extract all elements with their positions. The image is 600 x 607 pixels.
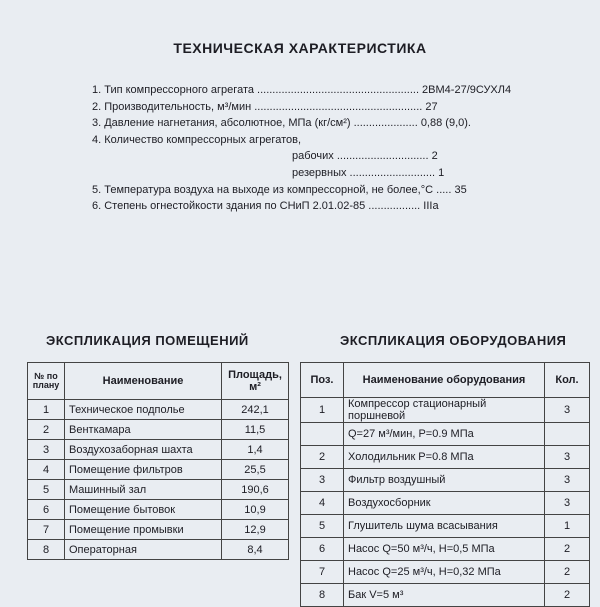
table-cell-pos: 4 — [301, 492, 344, 515]
spec-item: 5. Температура воздуха на выходе из компрессорной, не более,°С ..... 35 — [92, 183, 467, 196]
column-header-area: Площадь, м² — [222, 363, 289, 400]
column-header-num: № по плану — [28, 363, 65, 400]
table-row — [301, 446, 590, 469]
table-row — [301, 584, 590, 607]
table-row — [301, 538, 590, 561]
table-row — [301, 561, 590, 584]
table-cell-name: Помещение бытовок — [65, 500, 222, 520]
rooms-table-body — [28, 400, 289, 560]
table-cell-area: 190,6 — [222, 480, 289, 500]
table-cell-name: Воздухосборник — [344, 492, 545, 515]
table-cell-name: Техническое подполье — [65, 400, 222, 420]
table-cell-qty: 2 — [545, 561, 590, 584]
table-row — [28, 480, 289, 500]
table-cell-qty: 3 — [545, 446, 590, 469]
table-cell-pos: 6 — [301, 538, 344, 561]
table-cell-qty: 2 — [545, 538, 590, 561]
spec-list — [92, 82, 562, 215]
table-cell-pos: 7 — [301, 561, 344, 584]
table-row — [28, 440, 289, 460]
table-row — [301, 515, 590, 538]
spec-item: 2. Производительность, м³/мин ....................................................... 27 — [92, 100, 438, 113]
spec-item: 3. Давление нагнетания, абсолютное, МПа (кг/см²) ..................... 0,88 (9,0). — [92, 117, 471, 130]
table-cell-num: 8 — [28, 540, 65, 560]
equipment-table-body — [301, 398, 590, 607]
table-cell-num: 5 — [28, 480, 65, 500]
table-cell-area: 11,5 — [222, 420, 289, 440]
page-title: ТЕХНИЧЕСКАЯ ХАРАКТЕРИСТИКА — [173, 40, 427, 56]
spec-item: 1. Тип компрессорного агрегата ..................................................... 2ВМ4-27/9СУХЛ4 — [92, 84, 512, 96]
equipment-table — [300, 362, 590, 607]
table-cell-area: 242,1 — [222, 400, 289, 420]
table-row — [301, 469, 590, 492]
table-cell-qty: 3 — [545, 469, 590, 492]
column-header-qty: Кол. — [545, 363, 590, 398]
table-cell-name: Q=27 м³/мин, Р=0.9 МПа — [344, 423, 545, 446]
table-cell-name: Операторная — [65, 540, 222, 560]
table-header-row — [301, 363, 590, 398]
table-cell-qty: 3 — [545, 398, 590, 423]
table-cell-qty — [545, 423, 590, 446]
table-cell-num: 6 — [28, 500, 65, 520]
table-cell-name: Помещение фильтров — [65, 460, 222, 480]
table-row — [28, 540, 289, 560]
table-cell-qty: 3 — [545, 492, 590, 515]
table-cell-pos: 3 — [301, 469, 344, 492]
table-cell-pos: 1 — [301, 398, 344, 423]
table-row — [28, 420, 289, 440]
spec-item: рабочих .............................. 2 — [292, 150, 438, 163]
table-cell-area: 12,9 — [222, 520, 289, 540]
table-cell-name: Холодильник Р=0.8 МПа — [344, 446, 545, 469]
table-cell-name: Бак V=5 м³ — [344, 584, 545, 607]
table-cell-pos: 2 — [301, 446, 344, 469]
table-cell-num: 2 — [28, 420, 65, 440]
table-row — [301, 492, 590, 515]
table-cell-num: 3 — [28, 440, 65, 460]
rooms-table — [27, 362, 289, 560]
table-cell-num: 7 — [28, 520, 65, 540]
table-row — [301, 398, 590, 423]
table-cell-name: Компрессор стационарный поршневой — [344, 398, 545, 423]
table-cell-area: 10,9 — [222, 500, 289, 520]
table-cell-area: 1,4 — [222, 440, 289, 460]
table-cell-name: Насос Q=50 м³/ч, Н=0,5 МПа — [344, 538, 545, 561]
equipment-title: ЭКСПЛИКАЦИЯ ОБОРУДОВАНИЯ — [340, 333, 567, 348]
table-row — [28, 400, 289, 420]
table-cell-name: Фильтр воздушный — [344, 469, 545, 492]
table-cell-qty: 1 — [545, 515, 590, 538]
table-cell-pos: 8 — [301, 584, 344, 607]
table-row — [28, 460, 289, 480]
table-row — [28, 500, 289, 520]
spec-item: резервных ............................ 1 — [292, 166, 445, 179]
table-cell-num: 1 — [28, 400, 65, 420]
spec-item: 4. Количество компрессорных агрегатов, — [92, 133, 302, 146]
table-cell-area: 25,5 — [222, 460, 289, 480]
table-cell-name: Машинный зал — [65, 480, 222, 500]
table-cell-pos — [301, 423, 344, 446]
table-cell-area: 8,4 — [222, 540, 289, 560]
table-row — [28, 520, 289, 540]
table-cell-name: Воздухозаборная шахта — [65, 440, 222, 460]
table-row — [301, 423, 590, 446]
rooms-title: ЭКСПЛИКАЦИЯ ПОМЕЩЕНИЙ — [46, 333, 249, 348]
column-header-name: Наименование оборудования — [344, 363, 545, 398]
table-header-row — [28, 363, 289, 400]
table-cell-name: Глушитель шума всасывания — [344, 515, 545, 538]
column-header-name: Наименование — [65, 363, 222, 400]
table-cell-num: 4 — [28, 460, 65, 480]
table-cell-name: Венткамара — [65, 420, 222, 440]
table-cell-pos: 5 — [301, 515, 344, 538]
table-cell-qty: 2 — [545, 584, 590, 607]
table-cell-name: Насос Q=25 м³/ч, Н=0,32 МПа — [344, 561, 545, 584]
column-header-pos: Поз. — [301, 363, 344, 398]
spec-item: 6. Степень огнестойкости здания по СНиП 2.01.02-85 ................. IIIа — [92, 200, 439, 213]
table-cell-name: Помещение промывки — [65, 520, 222, 540]
